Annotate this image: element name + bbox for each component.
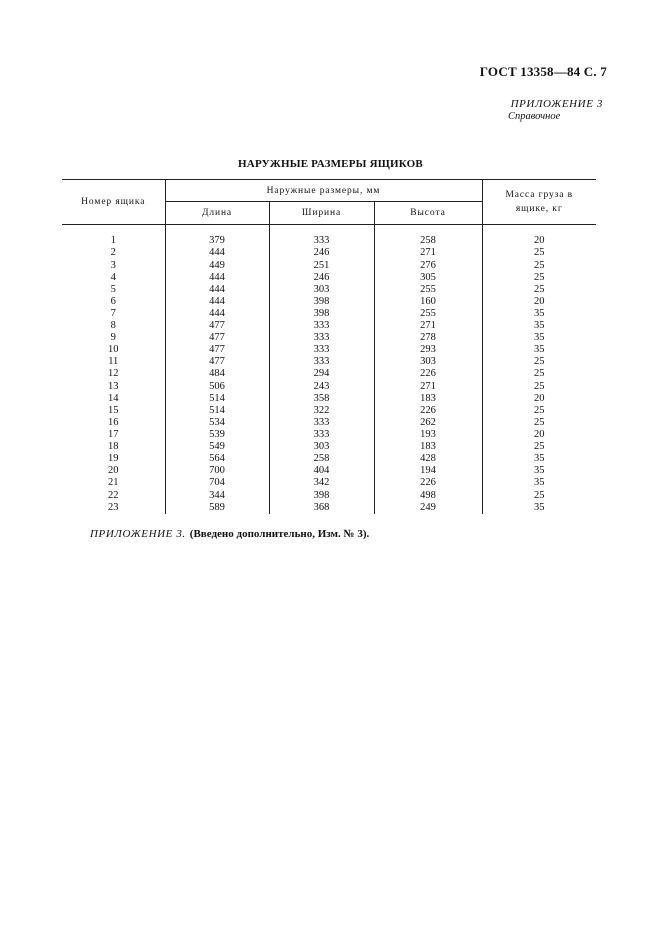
cell-width: 358 (269, 393, 374, 405)
cell-box-number: 18 (108, 441, 119, 453)
cell-mass: 20 (482, 393, 596, 405)
cell-mass: 25 (482, 405, 596, 417)
cell-width: 333 (269, 429, 374, 441)
cell-length: 344 (165, 489, 269, 501)
table-row (62, 381, 596, 393)
cell-width: 303 (269, 441, 374, 453)
cell-box-number: 17 (108, 429, 119, 441)
cell-length: 539 (165, 429, 269, 441)
cell-width: 333 (269, 417, 374, 429)
cell-length: 444 (165, 247, 269, 259)
cell-height: 271 (374, 247, 482, 259)
cell-mass: 35 (482, 477, 596, 489)
cell-box-number: 9 (110, 332, 116, 344)
cell-length: 514 (165, 393, 269, 405)
table-row (62, 356, 596, 368)
cell-box-number: 4 (110, 271, 116, 283)
cell-mass: 35 (482, 502, 596, 514)
cell-width: 333 (269, 235, 374, 247)
header-length: Длина (165, 202, 269, 225)
cell-mass: 20 (482, 235, 596, 247)
cell-mass: 25 (482, 284, 596, 296)
cell-length: 514 (165, 405, 269, 417)
cell-width: 303 (269, 284, 374, 296)
cell-box-number: 10 (108, 344, 119, 356)
cell-height: 428 (374, 453, 482, 465)
cell-width: 246 (269, 272, 374, 284)
cell-mass: 25 (482, 489, 596, 501)
cell-height: 305 (374, 272, 482, 284)
cell-length: 589 (165, 502, 269, 514)
cell-height: 498 (374, 489, 482, 501)
cell-mass: 25 (482, 417, 596, 429)
cell-box-number: 15 (108, 404, 119, 416)
cell-mass: 20 (482, 429, 596, 441)
cell-length: 449 (165, 259, 269, 271)
table-row (62, 284, 596, 296)
cell-width: 342 (269, 477, 374, 489)
cell-length: 379 (165, 235, 269, 247)
cell-height: 226 (374, 477, 482, 489)
cell-length: 477 (165, 332, 269, 344)
cell-height: 271 (374, 320, 482, 332)
cell-height: 183 (374, 441, 482, 453)
spacer-cell (374, 225, 482, 236)
cell-height: 293 (374, 344, 482, 356)
cell-height: 278 (374, 332, 482, 344)
table-row (62, 320, 596, 332)
cell-box-number: 11 (108, 356, 119, 368)
cell-mass: 35 (482, 453, 596, 465)
cell-box-number: 1 (110, 235, 116, 247)
spacer-cell (482, 225, 596, 236)
cell-height: 183 (374, 393, 482, 405)
header-mass-text: Масса груза в ящике, кг (505, 190, 574, 214)
cell-width: 398 (269, 489, 374, 501)
cell-length: 477 (165, 344, 269, 356)
table-body (62, 225, 596, 515)
table-row (62, 235, 596, 247)
cell-width: 333 (269, 320, 374, 332)
table-header-row (62, 180, 596, 202)
cell-length: 534 (165, 417, 269, 429)
cell-height: 303 (374, 356, 482, 368)
cell-width: 398 (269, 296, 374, 308)
table-row (62, 453, 596, 465)
cell-mass: 35 (482, 308, 596, 320)
cell-mass: 25 (482, 356, 596, 368)
table-row (62, 417, 596, 429)
table-row (62, 272, 596, 284)
cell-width: 333 (269, 332, 374, 344)
table-row (62, 429, 596, 441)
page-header: ГОСТ 13358—84 С. 7 (479, 64, 607, 79)
cell-box-number: 12 (108, 368, 119, 380)
cell-width: 251 (269, 259, 374, 271)
table-row (62, 296, 596, 308)
cell-box-number: 14 (108, 392, 119, 404)
spacer-cell (62, 225, 165, 236)
cell-width: 398 (269, 308, 374, 320)
cell-length: 444 (165, 272, 269, 284)
appendix-label: ПРИЛОЖЕНИЕ 3 (510, 98, 603, 110)
cell-box-number: 7 (110, 307, 116, 319)
table-row (62, 477, 596, 489)
cell-height: 255 (374, 308, 482, 320)
cell-height: 160 (374, 296, 482, 308)
cell-height: 271 (374, 381, 482, 393)
cell-mass: 35 (482, 320, 596, 332)
header-box-number: Номер ящика (62, 180, 165, 225)
header-width: Ширина (269, 202, 374, 225)
footnote-label: ПРИЛОЖЕНИЕ 3. (90, 528, 186, 540)
cell-box-number: 6 (110, 295, 116, 307)
table-row (62, 405, 596, 417)
cell-width: 246 (269, 247, 374, 259)
appendix-note: Справочное (508, 111, 561, 122)
cell-mass: 25 (482, 247, 596, 259)
cell-box-number: 19 (108, 453, 119, 465)
header-height: Высота (374, 202, 482, 225)
cell-height: 255 (374, 284, 482, 296)
table-row (62, 489, 596, 501)
table-spacer-row (62, 225, 596, 236)
spacer-cell (269, 225, 374, 236)
cell-length: 477 (165, 356, 269, 368)
cell-length: 444 (165, 284, 269, 296)
cell-width: 258 (269, 453, 374, 465)
cell-box-number: 3 (110, 259, 116, 271)
cell-mass: 25 (482, 368, 596, 380)
cell-height: 194 (374, 465, 482, 477)
cell-box-number: 23 (108, 501, 119, 513)
cell-width: 294 (269, 368, 374, 380)
cell-height: 249 (374, 502, 482, 514)
table-row (62, 502, 596, 514)
spacer-cell (165, 225, 269, 236)
cell-width: 243 (269, 381, 374, 393)
table-row (62, 344, 596, 356)
cell-length: 564 (165, 453, 269, 465)
cell-height: 258 (374, 235, 482, 247)
cell-length: 484 (165, 368, 269, 380)
cell-mass: 25 (482, 441, 596, 453)
cell-mass: 35 (482, 465, 596, 477)
table-row (62, 393, 596, 405)
footnote-text: (Введено дополнительно, Изм. № 3). (189, 528, 370, 540)
footnote (90, 528, 369, 540)
cell-height: 193 (374, 429, 482, 441)
cell-box-number: 16 (108, 416, 119, 428)
cell-length: 444 (165, 308, 269, 320)
cell-width: 333 (269, 356, 374, 368)
cell-height: 262 (374, 417, 482, 429)
cell-width: 322 (269, 405, 374, 417)
table-row (62, 368, 596, 380)
cell-box-number: 5 (110, 283, 116, 295)
cell-length: 444 (165, 296, 269, 308)
cell-box-number: 8 (110, 320, 116, 332)
cell-height: 276 (374, 259, 482, 271)
table-row (62, 308, 596, 320)
cell-mass: 20 (482, 296, 596, 308)
cell-box-number: 20 (108, 465, 119, 477)
cell-length: 477 (165, 320, 269, 332)
cell-mass: 25 (482, 259, 596, 271)
cell-mass: 25 (482, 381, 596, 393)
cell-mass: 25 (482, 272, 596, 284)
table-row (62, 332, 596, 344)
cell-mass: 35 (482, 344, 596, 356)
cell-width: 404 (269, 465, 374, 477)
cell-box-number: 21 (108, 477, 119, 489)
box-dimensions-table (62, 179, 596, 514)
table-title: НАРУЖНЫЕ РАЗМЕРЫ ЯЩИКОВ (238, 158, 423, 170)
cell-length: 549 (165, 441, 269, 453)
cell-mass: 35 (482, 332, 596, 344)
cell-height: 226 (374, 368, 482, 380)
cell-width: 333 (269, 344, 374, 356)
cell-box-number: 2 (110, 247, 116, 259)
cell-length: 506 (165, 381, 269, 393)
cell-box-number: 22 (108, 489, 119, 501)
table-row (62, 259, 596, 271)
cell-length: 700 (165, 465, 269, 477)
table-row (62, 247, 596, 259)
cell-width: 368 (269, 502, 374, 514)
header-mass (482, 180, 596, 225)
cell-box-number: 13 (108, 380, 119, 392)
header-outer-dimensions: Наружные размеры, мм (165, 180, 482, 202)
cell-height: 226 (374, 405, 482, 417)
cell-length: 704 (165, 477, 269, 489)
table-row (62, 465, 596, 477)
table-row (62, 441, 596, 453)
